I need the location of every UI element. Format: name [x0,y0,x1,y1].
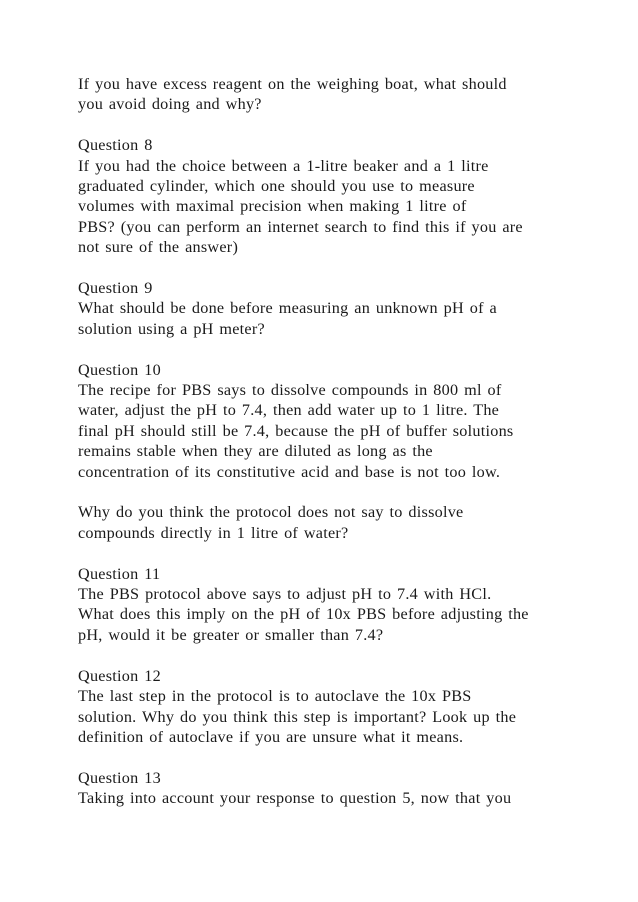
text-line: definition of autoclave if you are unsure what it means. [78,727,464,746]
paragraph-q12 [78,666,568,748]
text-line: The last step in the protocol is to autoclave the 10x PBS [78,687,472,706]
text-line: you avoid doing and why? [78,95,262,114]
text-line: Why do you think the protocol does not say to dissolve [78,503,464,522]
text-line: pH, would it be greater or smaller than 7.4? [78,625,384,644]
text-line: solution. Why do you think this step is important? Look up the [78,707,517,726]
paragraph-q10-followup [78,502,568,543]
text-line: not sure of the answer) [78,238,239,257]
question-heading: Question 13 [78,768,161,787]
text-line: graduated cylinder, which one should you use to measure [78,177,475,196]
text-line: The PBS protocol above says to adjust pH to 7.4 with HCl. [78,585,492,604]
question-heading: Question 9 [78,279,153,298]
paragraph-q13 [78,768,568,809]
question-heading: Question 11 [78,564,161,583]
text-line: water, adjust the pH to 7.4, then add water up to 1 litre. The [78,401,500,420]
text-line: Taking into account your response to question 5, now that you [78,789,512,808]
question-heading: Question 10 [78,360,161,379]
text-line: What does this imply on the pH of 10x PBS before adjusting the [78,605,529,624]
text-line: volumes with maximal precision when making 1 litre of [78,197,467,216]
document-body [78,74,568,829]
question-heading: Question 8 [78,136,153,155]
text-line: PBS? (you can perform an internet search to find this if you are [78,217,523,236]
paragraph-q9 [78,278,568,339]
text-line: compounds directly in 1 litre of water? [78,523,349,542]
paragraph-q7-continuation [78,74,568,115]
text-line: What should be done before measuring an unknown pH of a [78,299,497,318]
text-line: If you have excess reagent on the weighing boat, what should [78,75,507,93]
paragraph-q11 [78,564,568,646]
paragraph-q8 [78,135,568,257]
text-line: If you had the choice between a 1-litre beaker and a 1 litre [78,156,489,175]
text-line: final pH should still be 7.4, because the pH of buffer solutions [78,421,514,440]
question-heading: Question 12 [78,666,161,685]
text-line: remains stable when they are diluted as long as the [78,442,433,461]
text-line: solution using a pH meter? [78,319,265,338]
paragraph-q10 [78,360,568,482]
text-line: The recipe for PBS says to dissolve compounds in 800 ml of [78,381,502,400]
text-line: concentration of its constitutive acid and base is not too low. [78,462,501,481]
